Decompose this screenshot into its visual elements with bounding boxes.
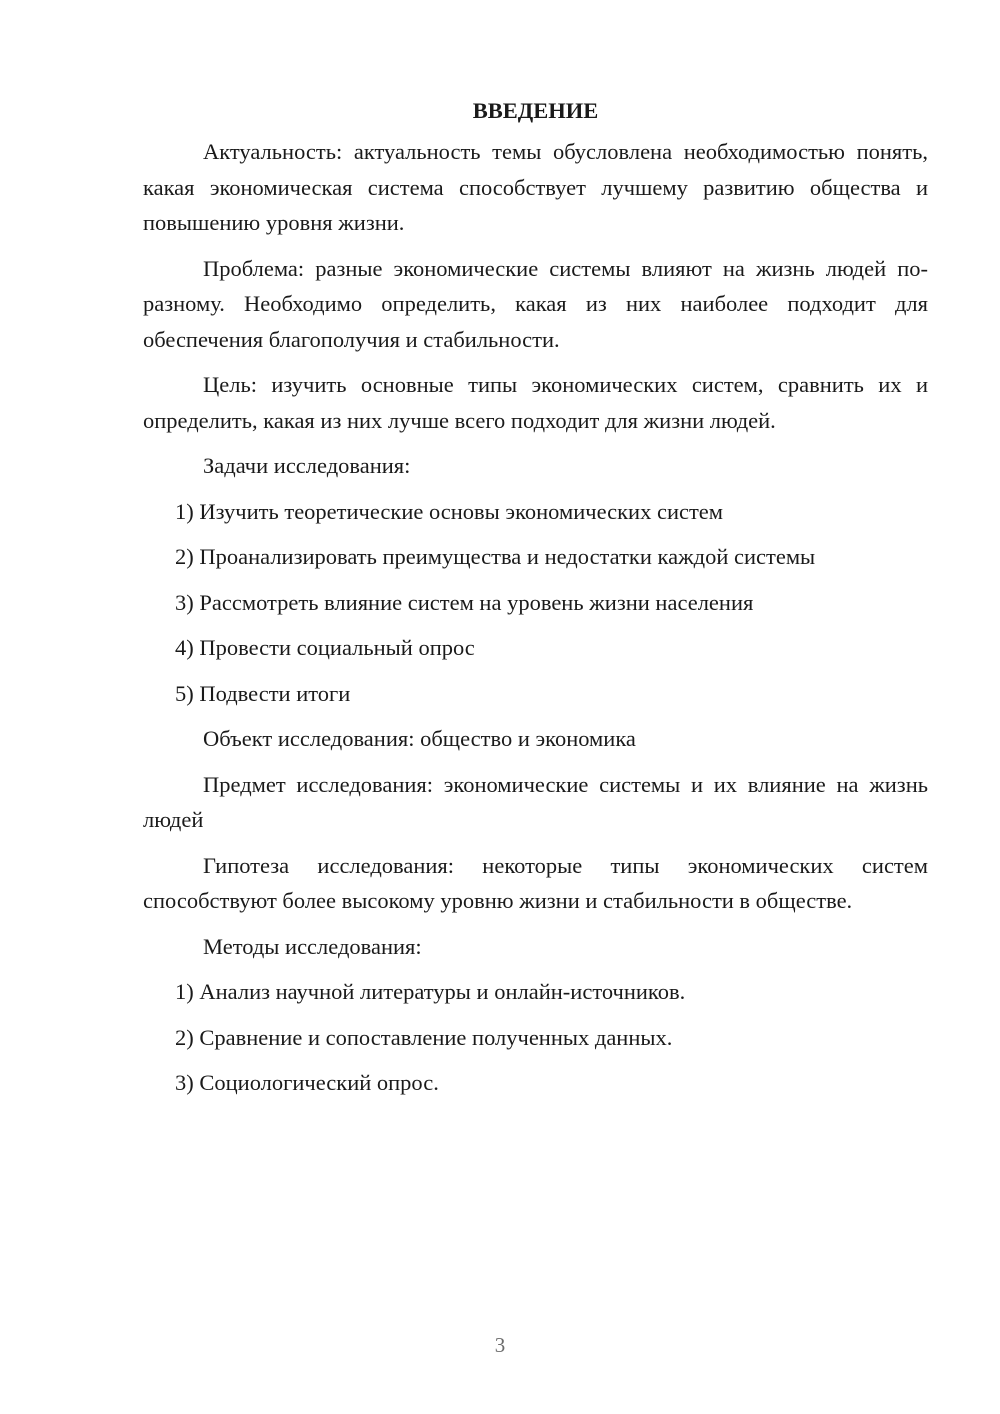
method-item: 2) Сравнение и сопоставление полученных данных. — [175, 1024, 673, 1050]
goal-paragraph: Цель: изучить основные типы экономических систем, сравнить их и определить, какая из них лучше всего подходит для жизни людей. — [143, 372, 928, 433]
relevance-paragraph: Актуальность: актуальность темы обусловлена необходимостью понять, какая экономическая система способствует лучшему развитию общества и повышению уровня жизни. — [143, 139, 928, 235]
page-number: 3 — [494, 1333, 506, 1357]
task-item: 4) Провести социальный опрос — [175, 635, 475, 660]
page-content — [143, 96, 928, 1111]
tasks-list — [143, 494, 928, 712]
hypothesis-paragraph: Гипотеза исследования: некоторые типы экономических систем способствуют более высокому уровню жизни и стабильности в обществе. — [143, 852, 928, 913]
methods-heading: Методы исследования: — [203, 933, 422, 959]
task-item: 2) Проанализировать преимущества и недостатки каждой системы — [175, 544, 816, 569]
methods-list — [143, 974, 928, 1101]
method-item: 3) Социологический опрос. — [175, 1070, 439, 1095]
task-item: 3) Рассмотреть влияние систем на уровень жизни населения — [175, 589, 754, 615]
tasks-heading: Задачи исследования: — [203, 453, 411, 478]
task-item: 1) Изучить теоретические основы экономических систем — [175, 498, 724, 524]
task-item: 5) Подвести итоги — [175, 680, 351, 706]
section-title: ВВЕДЕНИЕ — [472, 98, 599, 123]
subject-paragraph: Предмет исследования: экономические системы и их влияние на жизнь людей — [143, 771, 928, 832]
method-item: 1) Анализ научной литературы и онлайн-источников. — [175, 979, 686, 1004]
problem-paragraph: Проблема: разные экономические системы влияют на жизнь людей по-разному. Необходимо определить, какая из них наиболее подходит для обеспечения благополучия и стабильности. — [143, 255, 928, 352]
object-paragraph: Объект исследования: общество и экономика — [203, 726, 636, 751]
